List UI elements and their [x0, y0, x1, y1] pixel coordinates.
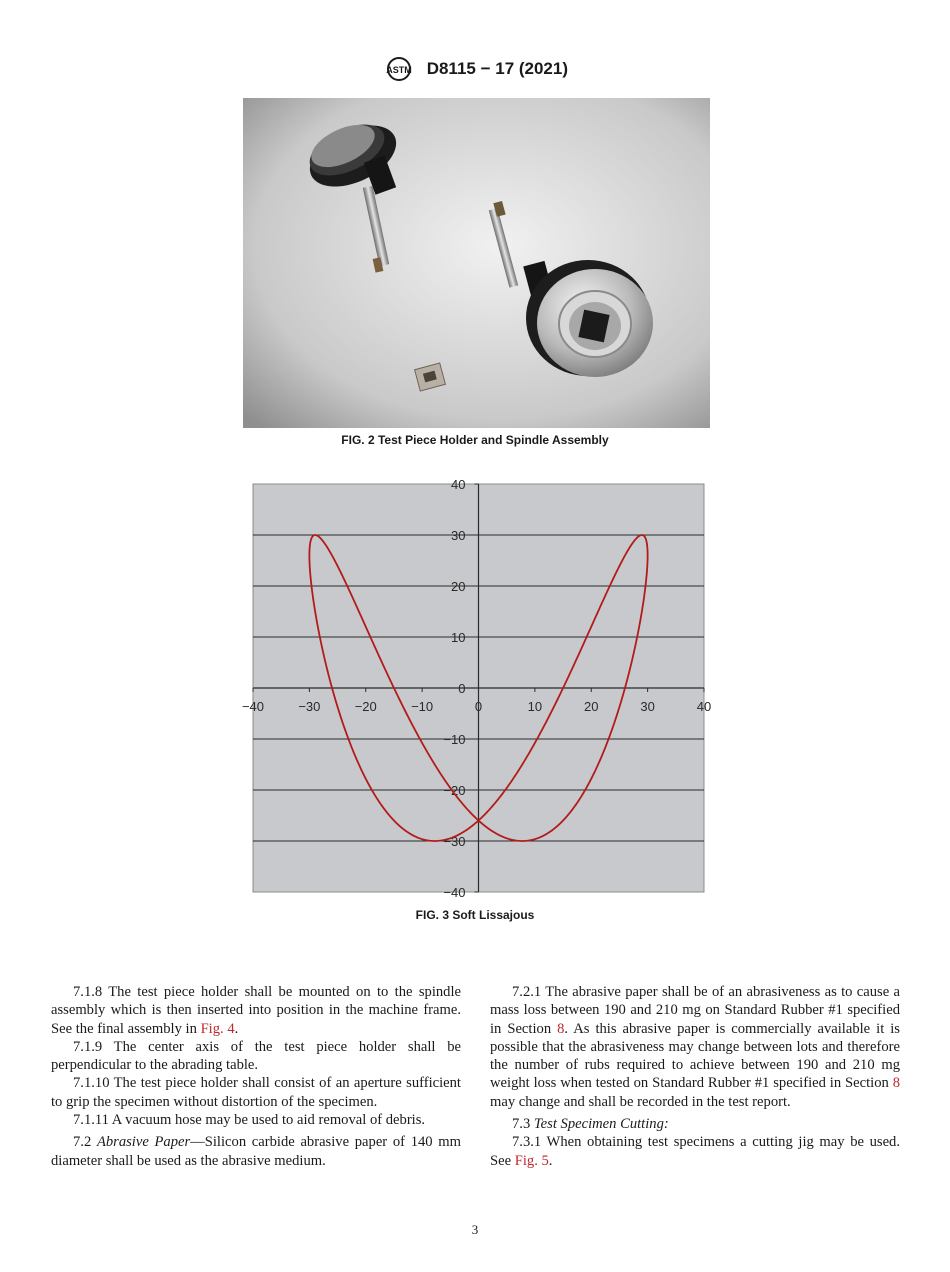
- x-tick-label: 40: [696, 699, 712, 714]
- right-column: [490, 983, 900, 1170]
- x-tick-label: −30: [298, 699, 321, 714]
- lissajous-chart: [230, 470, 720, 910]
- y-tick-label: −40: [443, 885, 466, 900]
- x-tick-label: 0: [474, 699, 483, 714]
- paragraph-7-1-10: 7.1.10 The test piece holder shall consist of an aperture sufficient to grip the specimen without distortion of the specimen.: [51, 1075, 461, 1110]
- figure-3-caption: FIG. 3 Soft Lissajous: [415, 908, 535, 922]
- fig-5-link[interactable]: Fig. 5: [514, 1152, 549, 1169]
- spindle-assembly-photo: [243, 98, 710, 428]
- document-header: [0, 56, 950, 82]
- paragraph-7-2-1: 7.2.1 The abrasive paper shall be of an abrasiveness as to cause a mass loss between 190 and 210 mg on Standard Rubber #1 specified in Section 8. As this abrasive paper is commercially available it is possible that the abrasiveness may change between lots and therefore the number of rubs required to achieve between 190 and 210 mg weight loss when tested on Standard Rubber #1 specified in Section 8 may change and shall be recorded in the test report.: [490, 984, 900, 1110]
- paragraph-7-1-11: 7.1.11 A vacuum hose may be used to aid removal of debris.: [73, 1112, 426, 1129]
- x-tick-label: 20: [584, 699, 599, 714]
- y-tick-label: 10: [451, 630, 466, 645]
- y-tick-label: −30: [443, 834, 466, 849]
- paragraph-7-3-1: 7.3.1 When obtaining test specimens a cutting jig may be used. See Fig. 5.: [490, 1134, 900, 1169]
- section-8-link-2[interactable]: 8: [892, 1075, 900, 1092]
- paragraph-7-1-8: 7.1.8 The test piece holder shall be mounted on to the spindle assembly which is then inserted into position in the machine frame. See the final assembly in Fig. 4.: [51, 984, 461, 1037]
- paragraph-7-3: 7.3 Test Specimen Cutting:: [512, 1116, 669, 1133]
- y-tick-label: 30: [451, 528, 466, 543]
- astm-logo-icon: [382, 56, 416, 82]
- section-8-link[interactable]: 8: [557, 1020, 565, 1037]
- document-designation: D8115 − 17 (2021): [426, 59, 569, 78]
- x-tick-label: −40: [241, 699, 265, 714]
- paragraph-7-1-9: 7.1.9 The center axis of the test piece holder shall be perpendicular to the abrading table.: [51, 1038, 461, 1074]
- paragraph-7-2: 7.2 Abrasive Paper—Silicon carbide abrasive paper of 140 mm diameter shall be used as the abrasive medium.: [51, 1134, 461, 1169]
- y-tick-label: −10: [443, 732, 466, 747]
- x-tick-label: 10: [527, 699, 543, 714]
- y-tick-label: 0: [458, 681, 466, 696]
- figure-2-caption: FIG. 2 Test Piece Holder and Spindle Assembly: [341, 433, 609, 447]
- svg-text:ASTM: ASTM: [386, 65, 412, 75]
- fig-4-link[interactable]: Fig. 4: [200, 1020, 235, 1037]
- y-tick-label: −20: [443, 783, 466, 798]
- x-tick-label: 30: [640, 699, 655, 714]
- page-number: 3: [471, 1222, 479, 1237]
- left-column: [51, 983, 461, 1170]
- y-tick-label: 40: [451, 477, 466, 492]
- x-tick-label: −20: [354, 699, 377, 714]
- y-tick-label: 20: [451, 579, 466, 594]
- x-tick-label: −10: [411, 699, 434, 714]
